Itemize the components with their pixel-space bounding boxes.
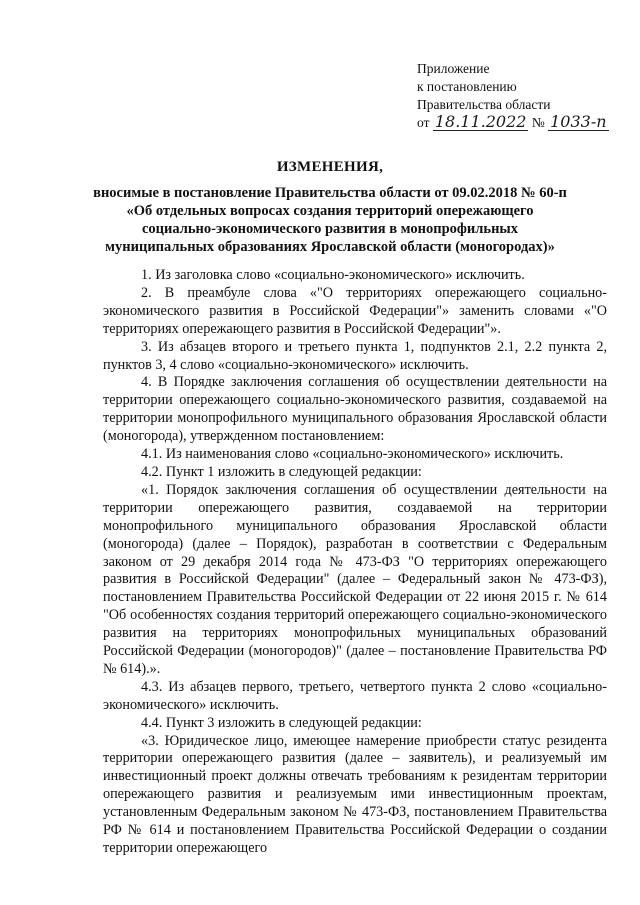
- paragraph: 2. В преамбуле слова «"О территориях опережающего социально-экономического развития в Российской Федерации"» заменить словами «"О территориях опережающего развития в Российской Федерации"».: [103, 284, 607, 337]
- appendix-block: [417, 60, 609, 132]
- paragraph: 4.1. Из наименования слово «социально-экономического» исключить.: [141, 446, 564, 463]
- appendix-line-2: к постановлению: [417, 79, 517, 94]
- document-title: ИЗМЕНЕНИЯ,: [276, 159, 384, 175]
- subtitle-line: вносимые в постановление Правительства области от 09.02.2018 № 60-п: [93, 185, 567, 201]
- paragraph: «1. Порядок заключения соглашения об осуществлении деятельности на территории опережающего развития, создаваемой на территории монопрофильного муниципального образования Ярославской области (моногорода) (далее – Порядок), разработан в соответствии с Федеральным законом от 29 декабря 2014 года № 473-ФЗ "О территориях опережающего развития в Российской Федерации" (далее – Федеральный закон № 473-ФЗ), постановлением Правительства Российской Федерации от 22 июня 2015 г. № 614 "Об особенностях создания территорий опережающего социально-экономического развития на территориях монопрофильных муниципальных образований Российской Федерации (моногородов)" (далее – постановление Правительства РФ № 614).».: [103, 481, 607, 677]
- paragraph: 1. Из заголовка слово «социально-экономического» исключить.: [141, 267, 525, 283]
- paragraph: «3. Юридическое лицо, имеющее намерение приобрести статус резидента территории опережающего развития (далее – заявитель), и реализуемый им инвестиционный проект должны отвечать требованиям к резидентам территории опережающего развития и реализуемым ими инвестиционным проектам, установленным Федеральным законом № 473-ФЗ, постановлением Правительства РФ № 614 и постановлением Правительства Российской Федерации о создании территории опережающего: [103, 732, 607, 856]
- appendix-line-1: Приложение: [417, 61, 490, 76]
- paragraph: 4.2. Пункт 1 изложить в следующей редакции:: [141, 463, 422, 480]
- paragraph: 4.4. Пункт 3 изложить в следующей редакции:: [141, 714, 422, 731]
- number-label: №: [531, 115, 545, 130]
- subtitle-line: социально-экономического развития в монопрофильных: [141, 221, 519, 237]
- subtitle-line: муниципальных образованиях Ярославской области (моногородах)»: [105, 239, 555, 255]
- subtitle-line: «Об отдельных вопросах создания территорий опережающего: [126, 203, 534, 219]
- handwritten-date: 18.11.2022: [434, 112, 527, 131]
- paragraph: 4. В Порядке заключения соглашения об осуществлении деятельности на территории опережающего социально-экономического развития, создаваемой на территории монопрофильного муниципального образования Ярославской области (моногорода), утвержденном постановлением:: [103, 374, 607, 445]
- paragraph: 4.3. Из абзацев первого, третьего, четвертого пункта 2 слово «социально-экономического» исключить.: [103, 678, 607, 713]
- handwritten-number: 1033-п: [550, 112, 607, 131]
- document-body: [103, 267, 607, 858]
- appendix-date-number-line: [417, 114, 609, 132]
- appendix-line-3: Правительства области: [417, 97, 551, 112]
- paragraph: 3. Из абзацев второго и третьего пункта 1, подпунктов 2.1, 2.2 пункта 2, пунктов 3, 4 слово «социально-экономического» исключить.: [103, 338, 607, 373]
- document-heading: [60, 158, 600, 256]
- from-label: от: [417, 115, 430, 130]
